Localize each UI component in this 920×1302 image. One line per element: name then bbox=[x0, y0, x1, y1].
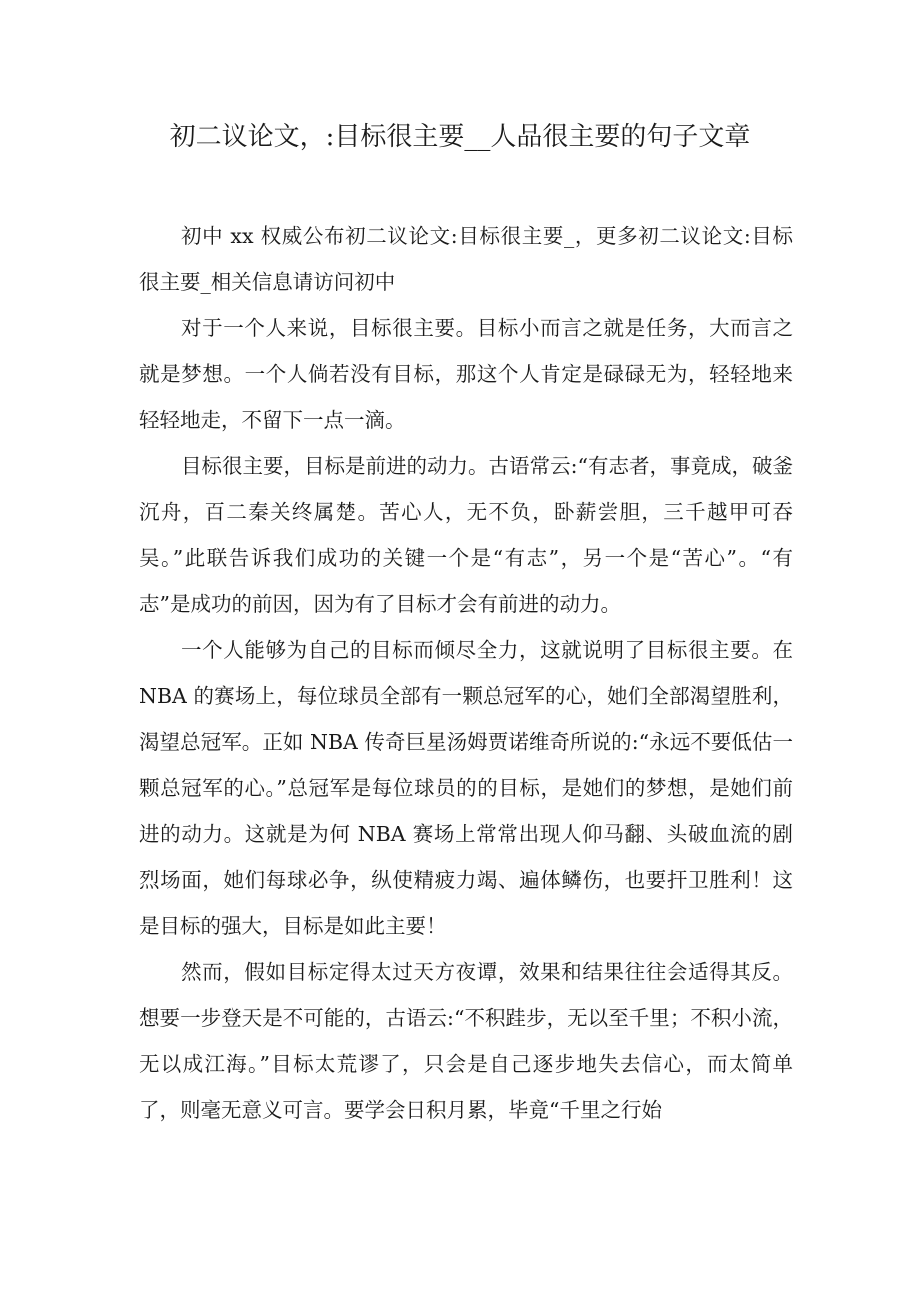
page-title: 初二议论文，:目标很主要__人品很主要的句子文章 bbox=[169, 122, 751, 152]
paragraph-4: 然而，假如目标定得太过天方夜谭，效果和结果往往会适得其反。想要一步登天是不可能的，古语云:“不积跬步，无以至千里；不积小流，无以成江海。”目标太荒谬了，只会是自己逐步地失去信心，而太简单了，则毫无意义可言。要学会日积月累，毕竟“千里之行始 bbox=[139, 960, 793, 1122]
paragraph-1: 对于一个人来说，目标很主要。目标小而言之就是任务，大而言之就是梦想。一个人倘若没有目标，那这个人肯定是碌碌无为，轻轻地来轻轻地走，不留下一点一滴。 bbox=[139, 316, 793, 432]
paragraph-3: 一个人能够为自己的目标而倾尽全力，这就说明了目标很主要。在 NBA 的赛场上，每位球员全部有一颗总冠军的心，她们全部渴望胜利，渴望总冠军。正如 NBA 传奇巨星汤姆贾诺维奇所说的:“永远不要低估一颗总冠军的心。”总冠军是每位球员的的目标，是她们的梦想，是她们前进的动力。这就是为何 NBA 赛场上常常出现人仰马翻、头破血流的剧烈场面，她们每球必争，纵使精疲力竭、遍体鳞伤，也要扞卫胜利！这是目标的强大，目标是如此主要！ bbox=[139, 638, 793, 938]
paragraph-2: 目标很主要，目标是前进的动力。古语常云:“有志者，事竟成，破釜沉舟，百二秦关终属楚。苦心人，无不负，卧薪尝胆，三千越甲可吞吴。”此联告诉我们成功的关键一个是“有志”，另一个是“苦心”。“有志”是成功的前因，因为有了目标才会有前进的动力。 bbox=[139, 454, 793, 616]
article-body bbox=[139, 213, 793, 1133]
paragraph-intro: 初中 xx 权威公布初二议论文:目标很主要_，更多初二议论文:目标很主要_相关信息请访问初中 bbox=[139, 224, 793, 294]
